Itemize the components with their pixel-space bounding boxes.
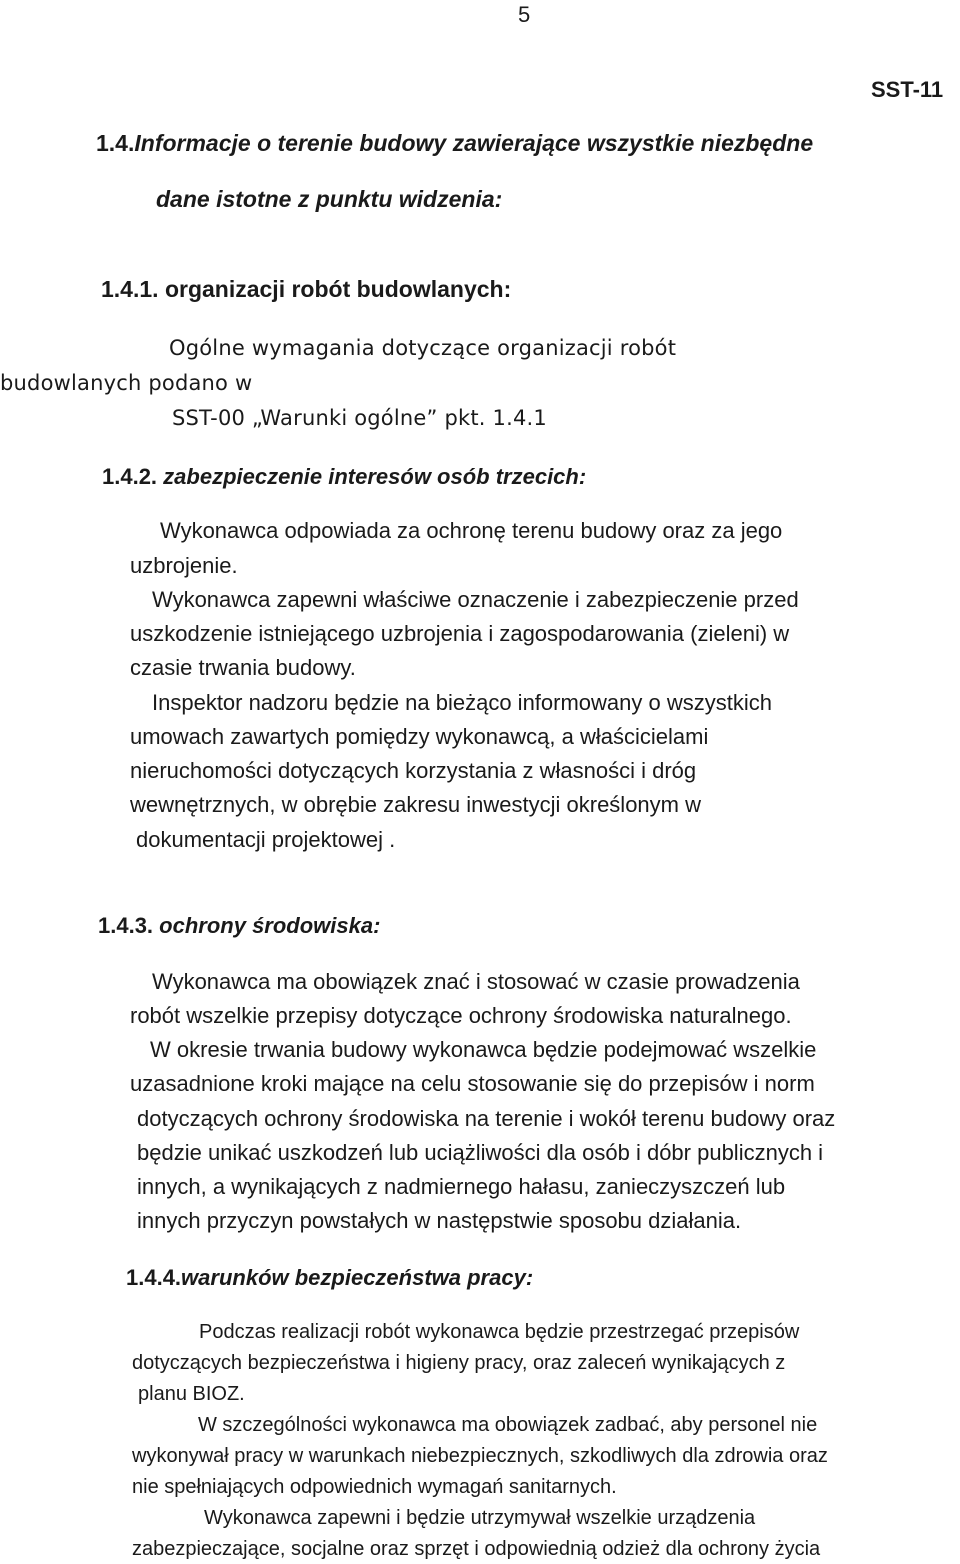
section-title-continued: dane istotne z punktu widzenia: (156, 186, 503, 212)
paragraph-line: zabezpieczające, socjalne oraz sprzęt i odpowiednią odzież dla ochrony życia (132, 1538, 821, 1560)
paragraph-line: wykonywał pracy w warunkach niebezpiecznych, szkodliwych dla zdrowia oraz (132, 1445, 828, 1467)
paragraph-line: uzbrojenie. (130, 553, 238, 578)
subsection-heading-1-4-2 (102, 464, 586, 490)
paragraph-line: Wykonawca ma obowiązek znać i stosować w czasie prowadzenia (152, 969, 800, 994)
paragraph-line: nie spełniających odpowiednich wymagań sanitarnych. (132, 1476, 617, 1498)
paragraph-line: Ogólne wymagania dotyczące organizacji robót (169, 336, 677, 360)
section-heading-1-4 (96, 130, 813, 157)
paragraph-line: planu BIOZ. (138, 1383, 245, 1405)
paragraph-line: Wykonawca zapewni właściwe oznaczenie i zabezpieczenie przed (152, 587, 799, 612)
paragraph-line: budowlanych podano w (0, 371, 253, 395)
paragraph-line: SST-00 „Warunki ogólne” pkt. 1.4.1 (172, 406, 547, 430)
paragraph-line: W szczególności wykonawca ma obowiązek zadbać, aby personel nie (198, 1414, 818, 1436)
subsection-title: ochrony środowiska: (159, 913, 381, 938)
paragraph-line: Wykonawca odpowiada za ochronę terenu budowy oraz za jego (160, 518, 783, 543)
paragraph-line: czasie trwania budowy. (130, 655, 356, 680)
paragraph-line: dotyczących bezpieczeństwa i higieny pracy, oraz zaleceń wynikających z (132, 1352, 786, 1374)
subsection-heading-1-4-3 (98, 913, 380, 939)
paragraph-line: dotyczących ochrony środowiska na terenie i wokół terenu budowy oraz (137, 1106, 836, 1131)
paragraph-line: będzie unikać uszkodzeń lub uciążliwości dla osób i dóbr publicznych i (137, 1140, 824, 1165)
section-number: 1.4. (96, 130, 135, 156)
subsection-title: zabezpieczenie interesów osób trzecich: (163, 464, 587, 489)
paragraph-line: W okresie trwania budowy wykonawca będzie podejmować wszelkie (150, 1037, 817, 1062)
paragraph-line: uzasadnione kroki mające na celu stosowanie się do przepisów i norm (130, 1071, 815, 1096)
paragraph-line: innych, a wynikających z nadmiernego hałasu, zanieczyszczeń lub (137, 1174, 786, 1199)
subsection-number: 1.4.2. (102, 464, 158, 489)
paragraph-line: umowach zawartych pomiędzy wykonawcą, a właścicielami (130, 724, 709, 749)
document-code: SST-11 (871, 77, 944, 102)
page-number: 5 (518, 2, 531, 27)
subsection-number: 1.4.4. (126, 1265, 182, 1290)
paragraph-line: nieruchomości dotyczących korzystania z własności i dróg (130, 758, 697, 783)
section-title: Informacje o terenie budowy zawierające wszystkie niezbędne (134, 130, 814, 156)
paragraph-line: uszkodzenie istniejącego uzbrojenia i zagospodarowania (zieleni) w (130, 621, 790, 646)
subsection-title: warunków bezpieczeństwa pracy: (181, 1265, 534, 1290)
subsection-number: 1.4.1. (101, 276, 159, 302)
paragraph-line: Podczas realizacji robót wykonawca będzie przestrzegać przepisów (199, 1321, 800, 1343)
subsection-heading-1-4-1 (101, 276, 511, 303)
paragraph-line: robót wszelkie przepisy dotyczące ochrony środowiska naturalnego. (130, 1003, 792, 1028)
subsection-title: organizacji robót budowlanych: (164, 276, 512, 302)
paragraph-line: dokumentacji projektowej . (136, 827, 396, 852)
paragraph-line: innych przyczyn powstałych w następstwie sposobu działania. (137, 1208, 742, 1233)
subsection-heading-1-4-4 (126, 1265, 533, 1291)
subsection-number: 1.4.3. (98, 913, 154, 938)
paragraph-line: wewnętrznych, w obrębie zakresu inwestycji określonym w (130, 792, 701, 817)
paragraph-line: Wykonawca zapewni i będzie utrzymywał wszelkie urządzenia (204, 1507, 756, 1529)
paragraph-line: Inspektor nadzoru będzie na bieżąco informowany o wszystkich (152, 690, 772, 715)
